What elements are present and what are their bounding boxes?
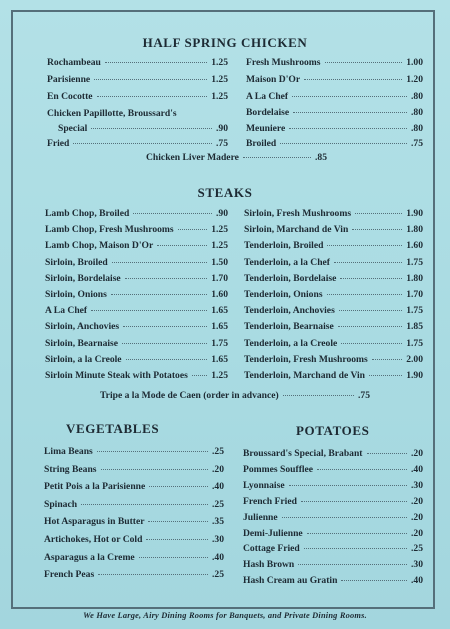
menu-item-name: Fried [47,138,70,149]
menu-item-name: Sirloin, Fresh Mushrooms [244,208,352,219]
menu-item-price: 1.75 [406,305,423,316]
menu-item-row [246,138,423,153]
potatoes-section-title: POTATOES [296,423,370,438]
menu-item-name: Lamb Chop, Fresh Mushrooms [45,224,174,235]
menu-item-price: .25 [212,569,224,580]
menu-item-price: 1.90 [406,370,423,381]
menu-item-name: Tenderloin, Onions [244,289,323,300]
dot-leader [327,293,403,295]
menu-item-price: .20 [411,448,423,459]
menu-item-price: 1.25 [211,74,228,85]
menu-item-price: 1.60 [211,289,228,300]
dot-leader [133,212,212,214]
dot-leader [146,538,208,540]
menu-item-row [44,569,224,584]
menu-item-name: Petit Pois a la Parisienne [44,481,146,492]
menu-item-name: Broussard's Special, Brabant [243,448,363,459]
menu-item-row [45,257,228,272]
menu-item-price: .30 [411,559,423,570]
menu-item-name: Sirloin, Bordelaise [45,273,121,284]
menu-item-row [244,354,423,369]
menu-item-name: Chicken Liver Madere [146,152,239,163]
menu-item-price: .20 [212,464,224,475]
menu-item-name: Bordelaise [246,107,290,118]
menu-item-row [243,559,423,574]
menu-item-row [244,338,423,353]
menu-item-row [100,390,370,405]
dot-leader [301,500,407,502]
menu-item-price: 1.20 [406,74,423,85]
dot-leader [91,309,207,311]
menu-item-row [44,499,224,514]
menu-item-row [44,534,224,549]
menu-item-price: 1.60 [406,240,423,251]
menu-item-price: .30 [212,534,224,545]
dot-leader [81,503,208,505]
menu-item-name: Special [58,123,88,134]
menu-item-price: .80 [411,91,423,102]
menu-item-price: .75 [216,138,228,149]
menu-item-name: Sirloin, Broiled [45,257,108,268]
menu-item-name: Rochambeau [47,57,101,68]
menu-item-name: Tenderloin, a la Chef [244,257,330,268]
dot-leader [97,450,208,452]
menu-item-row [45,289,228,304]
dot-leader [101,468,208,470]
menu-item-price: 1.25 [211,57,228,68]
menu-item-price: .80 [411,123,423,134]
menu-item-price: 1.25 [211,91,228,102]
menu-item-name: French Peas [44,569,95,580]
dot-leader [283,394,354,396]
menu-item-row [58,123,228,138]
dot-leader [148,520,208,522]
menu-item-price: 1.75 [211,338,228,349]
menu-item-row [47,138,228,153]
menu-item-row [246,74,423,89]
menu-item-row [45,370,228,385]
menu-item-row [47,91,228,106]
menu-item-name: Sirloin, Marchand de Vin [244,224,349,235]
menu-item-price: .90 [216,123,228,134]
dot-leader [292,95,407,97]
menu-item-name: Sirloin, Anchovies [45,321,120,332]
menu-item-price: .75 [411,138,423,149]
menu-item-name: Meuniere [246,123,286,134]
steaks-section-title: STEAKS [197,185,253,200]
menu-item-row [45,321,228,336]
dot-leader [372,358,402,360]
dot-leader [112,261,207,263]
menu-item-row [45,338,228,353]
menu-item-name: A La Chef [45,305,88,316]
dot-leader [339,309,402,311]
menu-item-row [45,273,228,288]
menu-item-row [44,481,224,496]
menu-item-row [243,575,423,590]
menu-item-row [246,123,423,138]
menu-item-price: 1.90 [406,208,423,219]
menu-item-name: Pommes Soufflee [243,464,314,475]
menu-item-name: Cottage Fried [243,543,300,554]
menu-item-row [244,257,423,272]
menu-item-row [243,543,423,558]
dot-leader [123,325,207,327]
menu-item-price: 1.25 [211,370,228,381]
menu-item-name: Lima Beans [44,446,93,457]
menu-item-row [243,496,423,511]
menu-item-price: 1.25 [211,240,228,251]
menu-item-name: Sirloin, a la Creole [45,354,122,365]
menu-item-price: 1.50 [211,257,228,268]
menu-item-name: Chicken Papillotte, Broussard's [47,108,177,119]
dot-leader [122,342,207,344]
dot-leader [341,342,402,344]
menu-item-row [244,305,423,320]
vegetables-section-title: VEGETABLES [66,421,160,436]
menu-item-row [45,224,228,239]
dot-leader [289,484,407,486]
menu-item-row [47,57,228,72]
dot-leader [340,277,402,279]
menu-item-row [45,208,228,223]
menu-item-price: .90 [216,208,228,219]
dot-leader [369,374,402,376]
menu-item-row [47,74,228,89]
menu-item-row [243,448,423,463]
menu-item-row [45,240,228,255]
menu-item-price: .20 [411,496,423,507]
dot-leader [192,374,207,376]
menu-item-row [246,107,423,122]
menu-item-row [243,528,423,543]
menu-item-row [44,516,224,531]
menu-item-name: Tripe a la Mode de Caen (order in advance) [100,390,279,401]
menu-item-row [244,370,423,385]
menu-item-price: .85 [315,152,327,163]
dot-leader [111,293,207,295]
dot-leader [105,61,207,63]
menu-item-price: 1.75 [406,257,423,268]
menu-item-price: .40 [411,464,423,475]
dot-leader [298,563,407,565]
menu-item-name: Sirloin, Bearnaise [45,338,119,349]
dot-leader [367,452,407,454]
menu-item-row [243,464,423,479]
menu-item-row [244,273,423,288]
chicken-section-title: HALF SPRING CHICKEN [142,35,308,50]
menu-item-price: .40 [212,481,224,492]
menu-item-name: Sirloin, Onions [45,289,107,300]
menu-item-name: Broiled [246,138,277,149]
menu-item-name: Artichokes, Hot or Cold [44,534,143,545]
dot-leader [94,78,207,80]
dot-leader [355,212,402,214]
menu-item-price: .35 [212,516,224,527]
menu-item-row [243,480,423,495]
dot-leader [325,61,403,63]
menu-item-row [246,57,423,72]
dot-leader [289,127,407,129]
menu-item-name: French Fried [243,496,297,507]
menu-item-row [246,91,423,106]
menu-item-row [243,512,423,527]
dot-leader [317,468,407,470]
dot-leader [91,127,212,129]
menu-item-price: .25 [212,446,224,457]
menu-item-name: Spinach [44,499,78,510]
dot-leader [338,325,402,327]
dot-leader [282,516,407,518]
menu-item-name: Demi-Julienne [243,528,303,539]
menu-item-price: .30 [411,480,423,491]
dot-leader [243,156,311,158]
menu-item-row [146,152,327,167]
menu-item-name: Sirloin Minute Steak with Potatoes [45,370,188,381]
menu-item-row [45,305,228,320]
menu-item-name: A La Chef [246,91,289,102]
menu-item-name: Tenderloin, Bordelaise [244,273,337,284]
menu-item-price: .20 [411,528,423,539]
menu-item-name: Tenderloin, Bearnaise [244,321,334,332]
menu-item-name: En Cocotte [47,91,93,102]
menu-item-row [44,464,224,479]
dot-leader [341,579,407,581]
menu-item-name: Hot Asparagus in Butter [44,516,145,527]
dot-leader [125,277,208,279]
menu-item-name: Lyonnaise [243,480,285,491]
dot-leader [304,547,407,549]
menu-item-row [244,208,423,223]
dot-leader [178,228,208,230]
menu-item-price: .25 [411,543,423,554]
menu-item-price: 1.80 [406,273,423,284]
dot-leader [73,142,212,144]
menu-item-price: 1.65 [211,305,228,316]
menu-item-name: Lamb Chop, Maison D'Or [45,240,154,251]
menu-item-name: Lamb Chop, Broiled [45,208,130,219]
menu-item-price: 2.00 [406,354,423,365]
menu-item-price: 1.00 [406,57,423,68]
dot-leader [327,244,402,246]
menu-item-name: Tenderloin, a la Creole [244,338,338,349]
menu-item-price: 1.65 [211,354,228,365]
menu-item-name: Hash Brown [243,559,295,570]
menu-item-price: 1.65 [211,321,228,332]
menu-item-price: 1.85 [406,321,423,332]
menu-item-price: 1.70 [406,289,423,300]
dot-leader [352,228,402,230]
menu-item-row [44,552,224,567]
dot-leader [307,532,407,534]
dot-leader [149,485,208,487]
menu-item-name: Fresh Mushrooms [246,57,321,68]
menu-item-price: .20 [411,512,423,523]
menu-item-name: Tenderloin, Anchovies [244,305,335,316]
menu-item-price: .80 [411,107,423,118]
menu-item-price: .40 [212,552,224,563]
menu-item-price: 1.70 [211,273,228,284]
menu-item-name: Julienne [243,512,278,523]
menu-item-row [45,354,228,369]
menu-item-price: 1.80 [406,224,423,235]
menu-item-price: .40 [411,575,423,586]
menu-item-name: Hash Cream au Gratin [243,575,338,586]
menu-item-name: Maison D'Or [246,74,301,85]
menu-item-row [244,321,423,336]
footer-note: We Have Large, Airy Dining Rooms for Banquets, and Private Dining Rooms. [83,611,367,620]
menu-item-row [244,224,423,239]
dot-leader [98,573,208,575]
menu-item-name: Tenderloin, Fresh Mushrooms [244,354,368,365]
menu-item-name: Tenderloin, Broiled [244,240,324,251]
menu-item-row [44,446,224,461]
dot-leader [280,142,407,144]
dot-leader [157,244,207,246]
menu-item-name: Asparagus a la Creme [44,552,135,563]
menu-item-name: String Beans [44,464,97,475]
dot-leader [97,95,208,97]
menu-item-price: .25 [212,499,224,510]
menu-item-price: .75 [358,390,370,401]
menu-item-price: 1.25 [211,224,228,235]
dot-leader [126,358,208,360]
menu-item-name: Parisienne [47,74,91,85]
menu-item-name: Tenderloin, Marchand de Vin [244,370,366,381]
dot-leader [293,111,407,113]
menu-item-row [244,240,423,255]
dot-leader [139,556,208,558]
menu-item-price: 1.75 [406,338,423,349]
dot-leader [304,78,402,80]
dot-leader [334,261,402,263]
menu-item-row [244,289,423,304]
